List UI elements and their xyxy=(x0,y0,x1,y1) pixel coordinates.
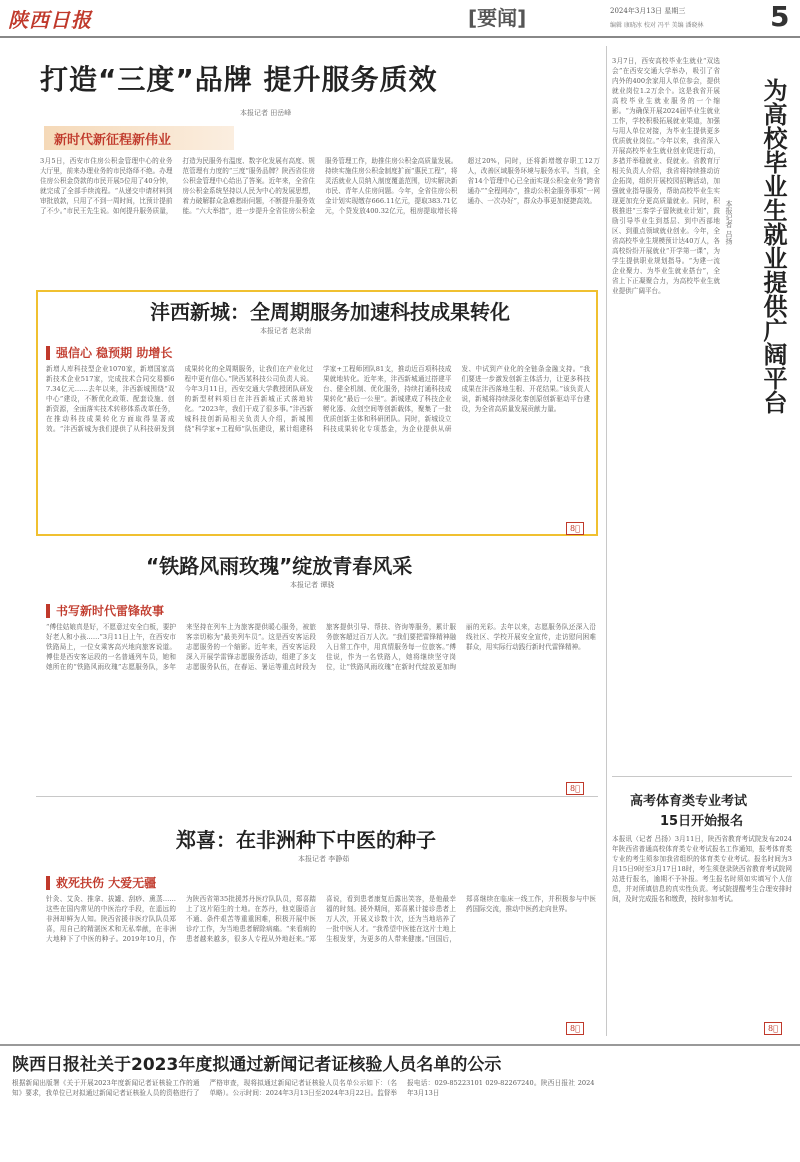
fengxi-byline: 本报记者 赵录南 xyxy=(260,327,312,335)
lead-body: 3月5日，西安市住房公积金管理中心的业务大厅里，前来办理业务的市民络绎不绝。办理住房公积金贷款的市民开展5位用了40分钟，就完成了全部手续流程。“从递交申请材料到审批放款，只用了不到一周时间，比预计提前了不少。”市民王先生说。如何提升服务质量，打造为民服务有温度、数字化发展有高度、规范管理有力度的“三度”服务品牌？陕西省住房公积金管理中心给出了答案。近年来，全省住房公积金系统坚持以人民为中心的发展思想，着力破解群众急难愁盼问题，不断提升服务效能。“六大举措”，进一步提升全省住房公积金服务管理工作，助推住房公积金高质量发展。持续实施住房公积金制度扩面“惠民工程”，将灵活就业人员纳入制度覆盖范围，切实解决新市民、青年人住房问题。今年，全省住房公积金计划实现缴存666.11亿元，提取383.71亿元，个贷发放400.32亿元，租房提取增长将超过20%，同时，还将新增缴存职工12万人，改善区域服务环境与服务水平。当前，全省14个管理中心已全面实现公积金业务“跨省通办”“全程网办”，推动公积金服务事项“一网通办、一次办好”，群众办事更加便捷高效。 xyxy=(40,157,600,215)
subhead-bar-icon xyxy=(46,604,50,618)
exam-headline-2: 15日开始报名 xyxy=(660,814,744,829)
masthead xyxy=(0,0,800,40)
railway-end-mark: 8⃝ xyxy=(566,782,584,795)
subhead-bar-icon xyxy=(46,876,50,890)
railway-headline: “铁路风雨玫瑰”绽放青春风采 xyxy=(146,554,413,578)
zhengxi-body: 针灸、艾灸、推拿、拔罐、刮痧、熏蒸……这些在国内常见的中医治疗手段，在遥远的非洲却鲜为人知。陕西省援非医疗队队员郑喜，用自己的精湛医术和无私奉献，在非洲大地种下了中医的种子。2019年10月，作为陕西省第35批援苏丹医疗队队员，郑喜踏上了这片陌生的土地。在苏丹，他克服语言不通、条件艰苦等重重困难，积极开展中医诊疗工作，为当地患者解除病痛。“来看病的患者越来越多，很多人专程从外地赶来。”郑喜说，看到患者康复后露出笑容，是他最幸福的时刻。援外期间，郑喜累计接诊患者上万人次，开展义诊数十次，还为当地培养了一批中医人才。“我希望中医能在这片土地上生根发芽，为更多的人带来健康。”回国后，郑喜继续在临床一线工作，并积极参与中医药国际交流，推动中医药走向世界。 xyxy=(46,895,596,943)
subhead-bar-icon xyxy=(46,346,50,360)
side-divider xyxy=(606,46,607,1036)
masthead-rule xyxy=(0,36,800,38)
railway-byline: 本报记者 谭骁 xyxy=(290,581,335,589)
lead-banner xyxy=(44,126,234,150)
zhengxi-subhead xyxy=(46,874,156,891)
notice-top-rule xyxy=(0,1044,800,1046)
page-number: 5 xyxy=(770,0,790,33)
lead-byline: 本报记者 田岳峰 xyxy=(240,109,292,117)
exam-body: 本报讯（记者 吕扬）3月11日，陕西省教育考试院发布2024年陕西省普通高校体育类专业考试报名工作通知，报考体育类专业的考生须参加我省组织的体育类专业考试。报名时间为3月15日9时至3月17日18时，考生须登录陕西省教育考试院网站进行报名，逾期不予补报。考生报名时须如实填写个人信息，并对所填信息的真实性负责。考试院提醒考生合理安排时间，及时完成报名和缴费，按时参加考试。 xyxy=(612,835,792,903)
section-label: [要闻] xyxy=(468,6,527,30)
zhengxi-headline: 郑喜：在非洲种下中医的种子 xyxy=(176,828,436,852)
exam-headline-1: 高考体育类专业考试 xyxy=(630,794,748,809)
railway-subhead xyxy=(46,602,164,619)
side-feature-title: 为高校毕业生就业提供广阔平台 xyxy=(759,78,787,414)
zhengxi-subhead-text: 救死扶伤 大爱无疆 xyxy=(56,876,157,890)
banner-text: 新时代新征程新伟业 xyxy=(54,132,172,148)
side-feature-byline: 本报记者 吕扬 xyxy=(725,200,733,245)
fengxi-subhead-text: 强信心 稳预期 助增长 xyxy=(56,346,173,360)
lead-headline: 打造“三度”品牌 提升服务质效 xyxy=(40,63,438,96)
zhengxi-byline: 本报记者 李静茹 xyxy=(298,855,350,863)
section-rule-1 xyxy=(36,796,598,797)
fengxi-body: 新增人库科技型企业1070家，新增国家高新技术企业517家，完成技术合同交易额67.34亿元……去年以来，沣西新城围绕“双中心”建设，不断优化政策、配套设施、创新资源，全面落实技术转移体系改革任务，在推动科技成果转化方面取得显著成效。“沣西新城为我们提供了从科技研发到成果转化的全周期服务，让我们在产业化过程中更有信心。”陕西某科技公司负责人说。今年3月11日，西安交通大学教授团队研发的新型材料项目在沣西新城正式落地转化。“2023年，我们干成了很多事。”沣西新城科技创新局相关负责人介绍，新城围绕“科学家+工程师”队伍建设，累计组建科学家+工程师团队81支，推动近百项科技成果就地转化。近年来，沣西新城通过搭建平台、健全机制、优化服务，持续打通科技成果转化“最后一公里”。新城建成了科技企业孵化器、众创空间等创新载体，聚集了一批优质创新主体和科研团队。同时，新城设立科技成果转化专项基金，为企业提供从研发、中试到产业化的全链条金融支持。“我们要进一步激发创新主体活力，让更多科技成果在沣西落地生根、开花结果。”该负责人说，新城将持续深化秦创原创新驱动平台建设，为全省高质量发展贡献力量。 xyxy=(46,365,590,433)
notice-body: 根据新闻出版署《关于开展2023年度新闻记者证核验工作的通知》要求，我单位已对拟通过新闻记者证核验人员的资格进行了严格审查，现将拟通过新闻记者证核验人员名单公示如下：（名单略）。公示时间：2024年3月13日至2024年3月22日。监督举报电话：029-85223101 029-82267240。陕西日报社 2024年3月13日 xyxy=(12,1079,595,1097)
zhengxi-end-mark: 8⃝ xyxy=(566,1022,584,1035)
fengxi-headline: 沣西新城：全周期服务加速科技成果转化 xyxy=(150,300,510,324)
fengxi-end-mark: 8⃝ xyxy=(566,522,584,535)
exam-rule xyxy=(612,776,792,777)
issue-date: 2024年3月13日 星期三 xyxy=(610,7,686,15)
notice-headline: 陕西日报社关于2023年度拟通过新闻记者证核验人员名单的公示 xyxy=(12,1055,502,1075)
fengxi-subhead xyxy=(46,344,172,361)
railway-body: “傅佳姑娘真是好，不愿意过安全白板，要护好老人和小孩……”3月11日上午，在西安市铁路局上，一位女乘客高兴地向旅客说道。傅佳是西安客运段的一名普通列车员，她和她所在的“铁路风雨玫瑰”志愿服务队，多年来坚持在列车上为旅客提供暖心服务，被旅客亲切称为“最美列车员”。这是西安客运段志愿服务的一个缩影。近年来，西安客运段深入开展学雷锋志愿服务活动，组建了多支志愿服务队伍，在春运、暑运等重点时段为旅客提供引导、帮扶、咨询等服务，累计服务旅客超过百万人次。“我们要把雷锋精神融入日常工作中，用真情服务每一位旅客。”傅佳说，作为一名铁路人，她将继续坚守岗位，让“铁路风雨玫瑰”在新时代绽放更加绚丽的光彩。去年以来，志愿服务队还深入沿线社区、学校开展安全宣传，走访慰问困难群众，用实际行动践行新时代雷锋精神。 xyxy=(46,623,596,671)
exam-end-mark: 8⃝ xyxy=(764,1022,782,1035)
side-feature-body: 3月7日，西安高校毕业生就业“双选会”在西安交通大学举办，吸引了省内外的400余家用人单位参会，提供就业岗位1.2万余个。这是我省开展高校毕业生就业服务的一个缩影。“为确保开展2024届毕业生就业工作，学校积极拓展就业渠道，加强与用人单位对接，为毕业生提供更多优质就业岗位。”今年以来，我省深入开展高校毕业生就业创业促进行动，多措并举稳就业、促就业。省教育厅相关负责人介绍，我省将持续推动访企拓岗，组织开展校园招聘活动，加强就业指导服务，帮助高校毕业生实现更加充分更高质量就业。同时，积极推进“三秦学子留陕就业计划”，鼓励引导毕业生到基层、到中西部地区、到重点领域就业创业。今年，全省高校毕业生规模预计达40万人，各高校纷纷开展就业“开学第一课”，为学生提供职业规划指导。“为建一流企业聚力、为毕业生就业搭台”，全省上下正凝聚合力，为高校毕业生就业提供广阔平台。 xyxy=(612,57,720,295)
page-editors: 编辑 康晓冰 校对 冯平 美编 潘晓林 xyxy=(610,22,704,29)
newspaper-logo: 陕西日报 xyxy=(8,8,92,32)
railway-subhead-text: 书写新时代雷锋故事 xyxy=(56,604,165,618)
